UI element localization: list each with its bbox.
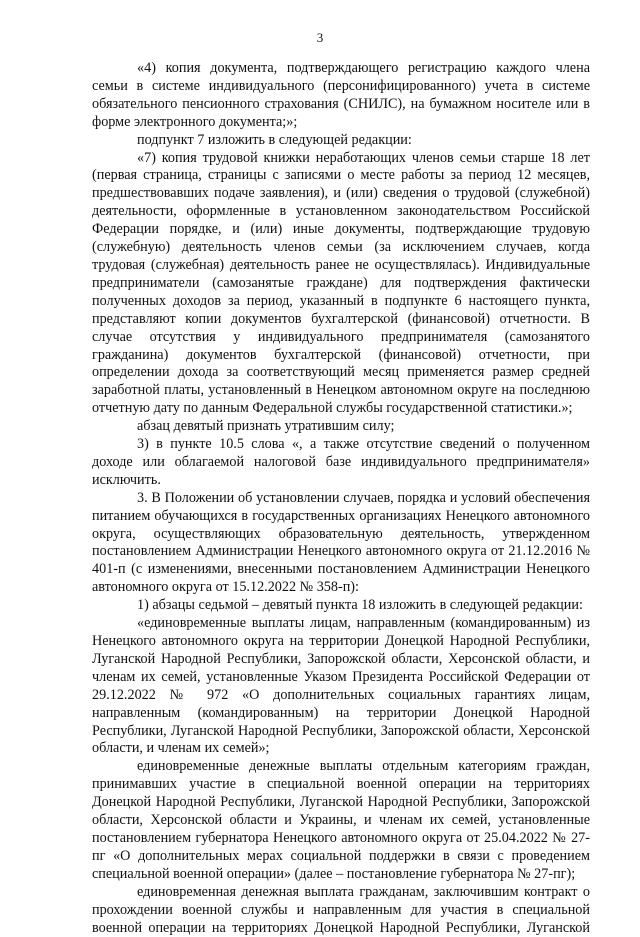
paragraph: «4) копия документа, подтверждающего регистрацию каждого члена семьи в системе индивидуального (персонифицированного) учета в системе обязательного пенсионного страхования (СНИЛС), на бумажном носителе или в форме электронного документа;»; bbox=[92, 60, 590, 130]
paragraph: «единовременные выплаты лицам, направленным (командированным) из Ненецкого автономного округа на территории Донецкой Народной Республики, Луганской Народной Республики, Запорожской области, Херсонской области, и членам их семей, установленные Указом Президента Российской Федерации от 29.12.2022 № 972 «О дополнительных социальных гарантиях лицам, направленным (командированным) на территории Донецкой Народной Республики, Луганской Народной Республики, Запорожской области, Херсонской области, и членам их семей»; bbox=[92, 615, 590, 757]
paragraph: единовременные денежные выплаты отдельным категориям граждан, принимавших участие в специальной военной операции на территориях Донецкой Народной Республики, Луганской Народной Республики, Запорожской области, Херсонской области и Украины, и членам их семей, установленные постановлением губернатора Ненецкого автономного округа от 25.04.2022 № 27-пг «О дополнительных мерах социальной поддержки в связи с проведением специальной военной операции» (далее – постановление губернатора № 27-пг); bbox=[92, 758, 590, 882]
paragraph: 1) абзацы седьмой – девятый пункта 18 изложить в следующей редакции: bbox=[137, 597, 583, 614]
document-body bbox=[92, 60, 590, 937]
paragraph: абзац девятый признать утратившим силу; bbox=[137, 418, 395, 435]
page-number: 3 bbox=[316, 30, 324, 45]
paragraph: единовременная денежная выплата гражданам, заключившим контракт о прохождении военной службы и направленным для участия в специальной военной операции на территориях Донецкой Народной Республики, Луганской bbox=[92, 883, 590, 936]
paragraph: 3. В Положении об установлении случаев, порядка и условий обеспечения питанием обучающихся в государственных организациях Ненецкого автономного округа, осуществляющих образовательную деятельность, утвержденном постановлением Администрации Ненецкого автономного округа от 21.12.2016 № 401-п (с изменениями, внесенными постановлением Администрации Ненецкого автономного округа от 15.12.2022 № 358-п): bbox=[92, 489, 590, 596]
paragraph: 3) в пункте 10.5 слова «, а также отсутствие сведений о полученном доходе или облагаемой налоговой базе индивидуального предпринимателя» исключить. bbox=[92, 436, 590, 488]
paragraph: «7) копия трудовой книжки неработающих членов семьи старше 18 лет (первая страница, страницы с записями о месте работы за период 12 месяцев, предшествовавших подаче заявления), и (или) сведения о трудовой (служебной) деятельности, оформленные в установленном законодательством Российской Федерации порядке, и (или) иные документы, подтверждающие трудовую (служебную) деятельность членов семьи (за исключением случаев, когда трудовая (служебная) деятельность ранее не осуществлялась). Индивидуальные предприниматели (самозанятые граждане) для подтверждения фактически полученных доходов за период, указанный в подпункте 6 настоящего пункта, представляют копии документов бухгалтерской (финансовой) отчетности. В случае отсутствия у индивидуального предпринимателя (самозанятого гражданина) документов бухгалтерской (финансовой) отчетности, при определении дохода за соответствующий месяц применяется размер средней заработной платы, установленный в Ненецком автономном округе на последнюю отчетную дату по данным Федеральной службы государственной статистики.»; bbox=[92, 149, 590, 417]
paragraph: подпункт 7 изложить в следующей редакции: bbox=[137, 131, 412, 148]
